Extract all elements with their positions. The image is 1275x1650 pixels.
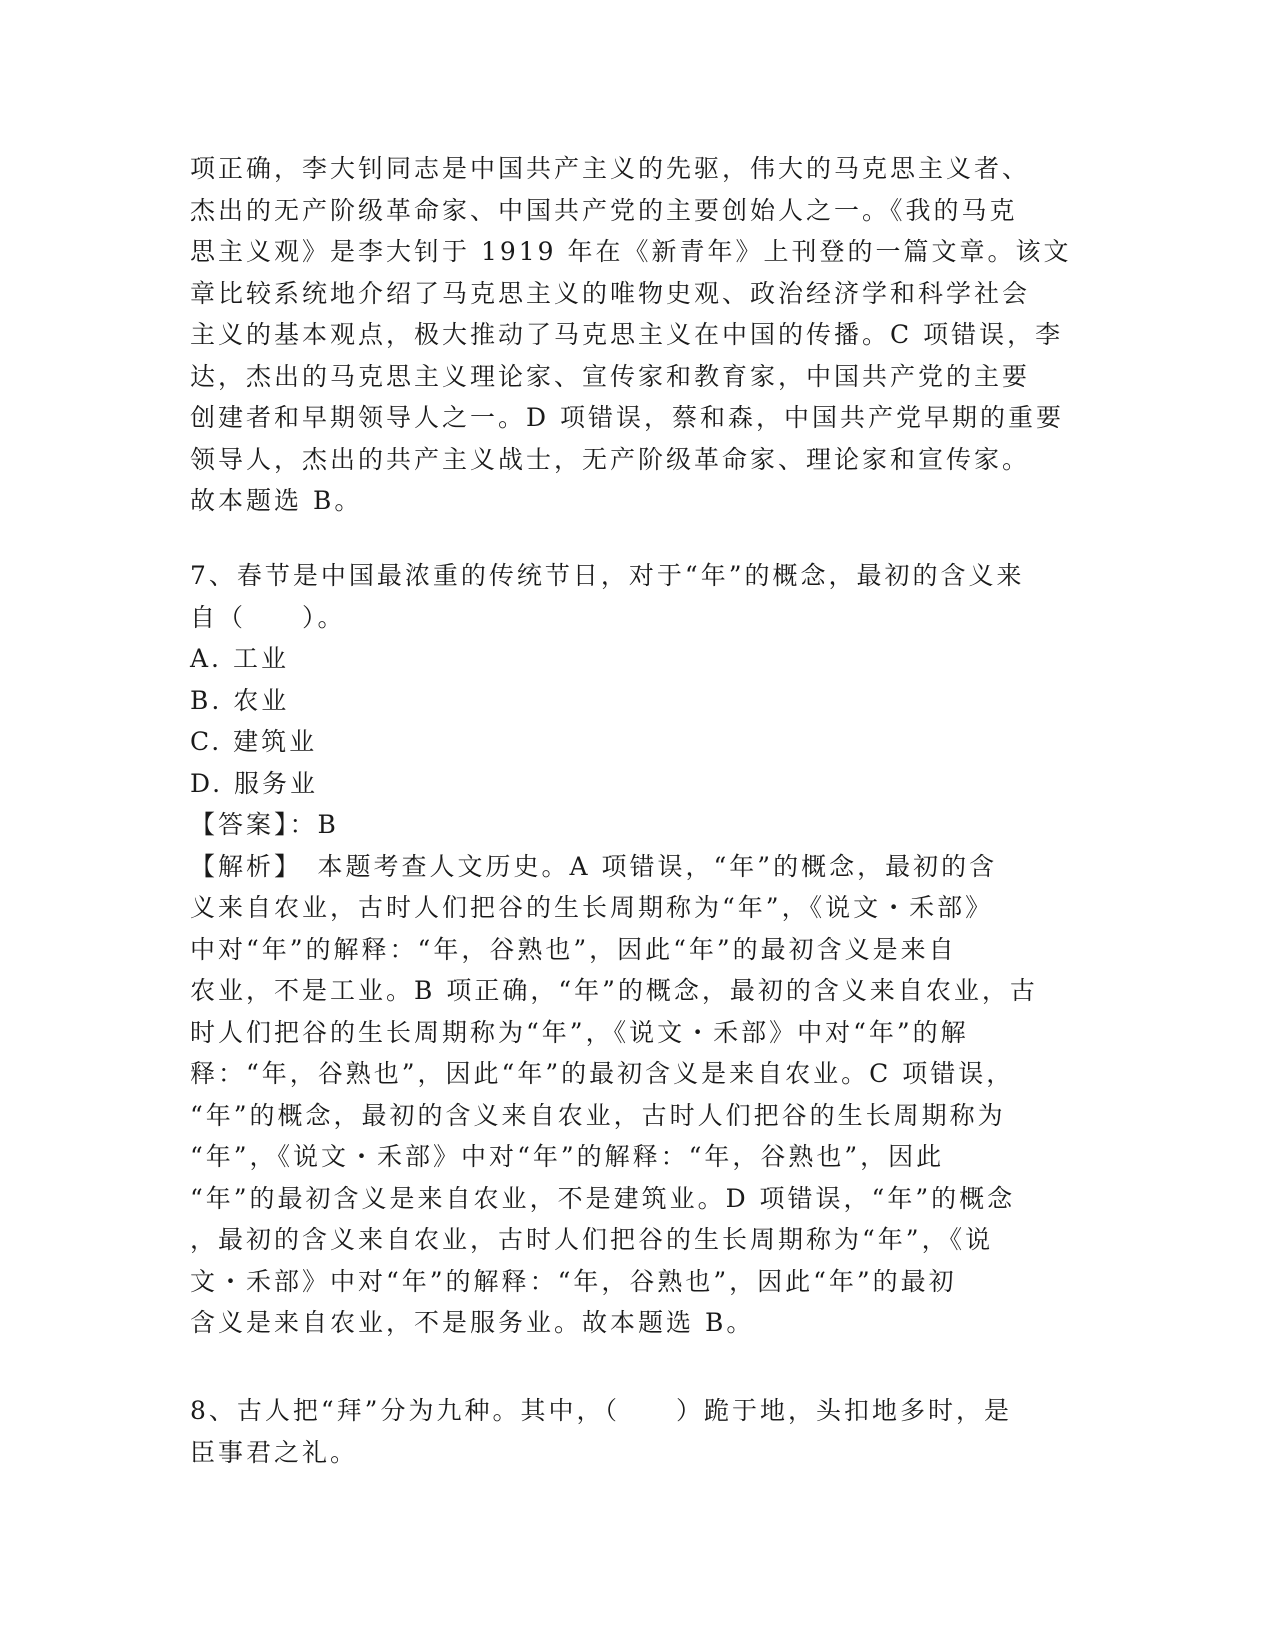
analysis-line: 时人们把谷的生长周期称为“年”，《说文・禾部》中对“年”的解 xyxy=(190,1017,969,1047)
option-b: B. 农业 xyxy=(190,685,290,715)
explanation-line: 领导人，杰出的共产主义战士，无产阶级革命家、理论家和宣传家。 xyxy=(190,444,1031,474)
explanation-line: 杰出的无产阶级革命家、中国共产党的主要创始人之一。《我的马克 xyxy=(190,195,1018,225)
explanation-line: 项正确，李大钊同志是中国共产主义的先驱，伟大的马克思主义者、 xyxy=(190,154,1031,183)
question-7 xyxy=(190,555,1080,1344)
option-a: A. 工业 xyxy=(190,644,289,673)
analysis-line: “年”，《说文・禾部》中对“年”的解释：“年，谷熟也”，因此 xyxy=(190,1142,945,1171)
explanation-line: 主义的基本观点，极大推动了马克思主义在中国的传播。C 项错误，李 xyxy=(190,320,1064,349)
question-stem-line: 自（ ）。 xyxy=(190,602,346,632)
analysis-line: 【解析】 本题考查人文历史。A 项错误，“年”的概念，最初的含 xyxy=(190,851,998,881)
analysis-line: “年”的概念，最初的含义来自农业，古时人们把谷的生长周期称为 xyxy=(190,1100,1006,1130)
explanation-line: 思主义观》是李大钊于 1919 年在《新青年》上刊登的一篇文章。该文 xyxy=(190,237,1072,266)
question-stem-line: 臣事君之礼。 xyxy=(190,1437,359,1467)
analysis-line: 文・禾部》中对“年”的解释：“年，谷熟也”，因此“年”的最初 xyxy=(190,1266,957,1296)
question-stem-line: 7、春节是中国最浓重的传统节日，对于“年”的概念，最初的含义来 xyxy=(190,561,1025,590)
analysis-line: “年”的最初含义是来自农业，不是建筑业。D 项错误，“年”的概念 xyxy=(190,1183,1016,1213)
explanation-line: 故本题选 B。 xyxy=(190,486,363,515)
previous-explanation xyxy=(190,148,1080,522)
explanation-line: 创建者和早期领导人之一。D 项错误，蔡和森，中国共产党早期的重要 xyxy=(190,403,1064,432)
analysis-line: 释：“年，谷熟也”，因此“年”的最初含义是来自农业。C 项错误， xyxy=(190,1059,1015,1088)
analysis-line: 含义是来自农业，不是服务业。故本题选 B。 xyxy=(190,1308,755,1337)
explanation-line: 达，杰出的马克思主义理论家、宣传家和教育家，中国共产党的主要 xyxy=(190,361,1031,391)
explanation-line: 章比较系统地介绍了马克思主义的唯物史观、政治经济学和科学社会 xyxy=(190,278,1031,308)
analysis-line: ，最初的含义来自农业，古时人们把谷的生长周期称为“年”，《说 xyxy=(190,1225,994,1254)
option-c: C. 建筑业 xyxy=(190,727,318,756)
question-stem-line: 8、古人把“拜”分为九种。其中，（ ）跪于地，头扣地多时，是 xyxy=(190,1396,1012,1425)
analysis-line: 义来自农业，古时人们把谷的生长周期称为“年”，《说文・禾部》 xyxy=(190,893,994,922)
question-8 xyxy=(190,1390,1080,1473)
option-d: D. 服务业 xyxy=(190,768,319,798)
analysis-line: 农业，不是工业。B 项正确，“年”的概念，最初的含义来自农业，古 xyxy=(190,976,1038,1005)
analysis-line: 中对“年”的解释：“年，谷熟也”，因此“年”的最初含义是来自 xyxy=(190,934,957,964)
answer-line: 【答案】：B xyxy=(190,810,339,839)
